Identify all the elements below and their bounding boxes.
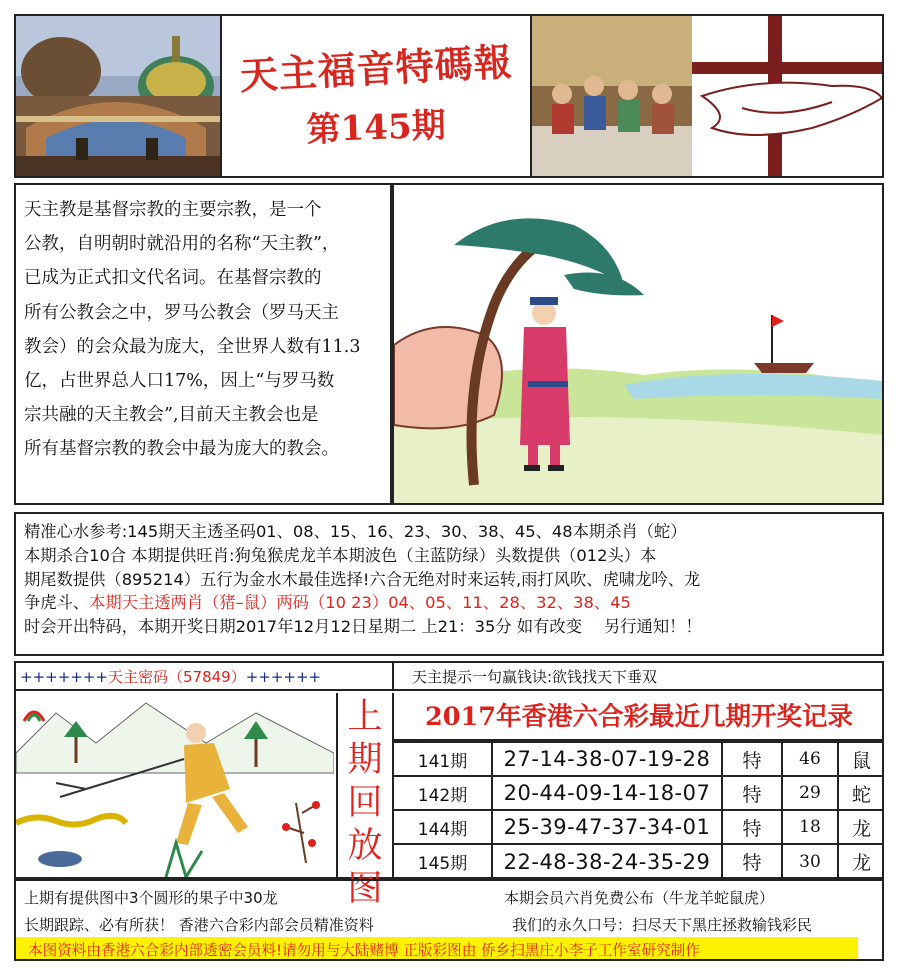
record-zodiac: 鼠: [838, 742, 884, 776]
record-row: [394, 844, 884, 878]
prediction-notice: 另行通知！！: [603, 617, 702, 637]
intro-line: 宗共融的天主教会”,目前天主教会也是: [24, 405, 319, 426]
page-title: 天主福音特碼報: [238, 38, 514, 99]
record-special-number: 29: [782, 776, 838, 810]
intro-line: 公教，自明朝时就沿用的名称“天主教”，: [24, 234, 340, 255]
footer-text: 长期跟踪、必有所获！ 香港六合彩内部会员精准资料: [24, 916, 374, 934]
intro-line: 所有基督宗教的教会中最为庞大的教会。: [24, 439, 339, 460]
intro-paragraph: [24, 193, 380, 467]
prediction-line: 精准心水参考:145期天主透圣码01、08、15、16、23、30、38、45、48本期杀肖（蛇）: [24, 522, 687, 541]
prediction-line: [24, 591, 874, 615]
footer-banner: [16, 937, 858, 959]
footer-text: 上期有提供图中3个圆形的果子中30龙: [24, 889, 278, 907]
intro-line: 已成为正式扣文代名词。在基督宗教的: [24, 268, 322, 289]
record-special-number: 30: [782, 844, 838, 878]
prediction-line: 本期杀合10合 本期提供旺肖:狗兔猴虎龙羊本期波色（主蓝防绿）头数提供（012头）本: [24, 545, 657, 565]
record-row: [394, 776, 884, 810]
record-special-number: 18: [782, 810, 838, 844]
hint-box: [394, 661, 884, 691]
record-issue: 145期: [394, 844, 492, 878]
record-row: [394, 810, 884, 844]
scholar-landscape-image: [392, 183, 884, 505]
record-issue: 141期: [394, 742, 492, 776]
prediction-line: [24, 615, 874, 639]
record-special-label: 特: [722, 776, 782, 810]
prediction-text: 争虎斗、: [24, 593, 90, 613]
record-issue: 144期: [394, 810, 492, 844]
replay-char: 放: [347, 826, 383, 866]
record-row: [394, 742, 884, 776]
farmer-snake-image: [16, 693, 334, 877]
intro-line: 亿，占世界总人口17%，因上“与罗马数: [24, 371, 335, 392]
replay-char: 图: [347, 869, 383, 909]
intro-text-box: [14, 183, 392, 505]
footer-text: 我们的永久口号：扫尽天下黑庄拯救输钱彩民: [512, 916, 813, 934]
record-numbers: 20-44-09-14-18-07: [492, 776, 722, 810]
records-title: 2017年香港六合彩最近几期开奖记录: [394, 693, 884, 741]
secret-code-line: [20, 666, 321, 687]
records-table: [394, 741, 884, 878]
cathedral-image: [14, 14, 222, 178]
intro-line: 天主教是基督宗教的主要宗教，是一个: [24, 200, 322, 220]
record-zodiac: 蛇: [838, 776, 884, 810]
footer-text: 本期会员六肖免费公布（牛龙羊蛇鼠虎）: [504, 889, 775, 907]
prediction-highlight: 本期天主透两肖（猪–鼠）两码（10 23）04、05、11、28、32、38、45: [89, 593, 631, 613]
record-issue: 142期: [394, 776, 492, 810]
intro-line: 教会）的会众最为庞大，全世界人数有11.3: [24, 336, 361, 357]
secret-plus-right: ++++++: [245, 668, 322, 686]
record-special-label: 特: [722, 742, 782, 776]
replay-char: 回: [347, 783, 383, 823]
replay-char: 期: [347, 740, 383, 780]
record-numbers: 22-48-38-24-35-29: [492, 844, 722, 878]
record-numbers: 27-14-38-07-19-28: [492, 742, 722, 776]
issue-number: 第145期: [305, 105, 447, 151]
last-issue-replay-label: [336, 693, 394, 909]
header-title-box: [222, 14, 530, 178]
hint-text: 天主提示一句赢钱诀:欲钱找天下垂双: [412, 668, 658, 686]
last-supper-cross-image: [530, 14, 884, 178]
prediction-text: 时会开出特码，本期开奖日期2017年12月12日星期二 上21：35分 如有改变: [24, 617, 582, 637]
record-special-label: 特: [722, 844, 782, 878]
secret-code-box: [14, 661, 394, 691]
prediction-box: [14, 512, 884, 656]
record-zodiac: 龙: [838, 844, 884, 878]
prediction-line: 期尾数提供（895214）五行为金水木最佳选择!六合无绝对时来运转,雨打风吹、虎啸龙吟、龙: [24, 569, 701, 589]
record-special-label: 特: [722, 810, 782, 844]
secret-code-label: 天主密码（57849）: [107, 668, 246, 686]
secret-plus-left: +++++++: [20, 668, 108, 686]
record-zodiac: 龙: [838, 810, 884, 844]
replay-char: 上: [347, 697, 383, 737]
intro-line: 所有公教会之中，罗马公教会（罗马天主: [24, 302, 339, 323]
footer-banner-text: 本图资料由香港六合彩内部透密会员料!请勿用与大陆赌博 正版彩图由 侨乡扫黑庄小李子工作室研究制作: [28, 942, 700, 959]
record-special-number: 46: [782, 742, 838, 776]
record-numbers: 25-39-47-37-34-01: [492, 810, 722, 844]
